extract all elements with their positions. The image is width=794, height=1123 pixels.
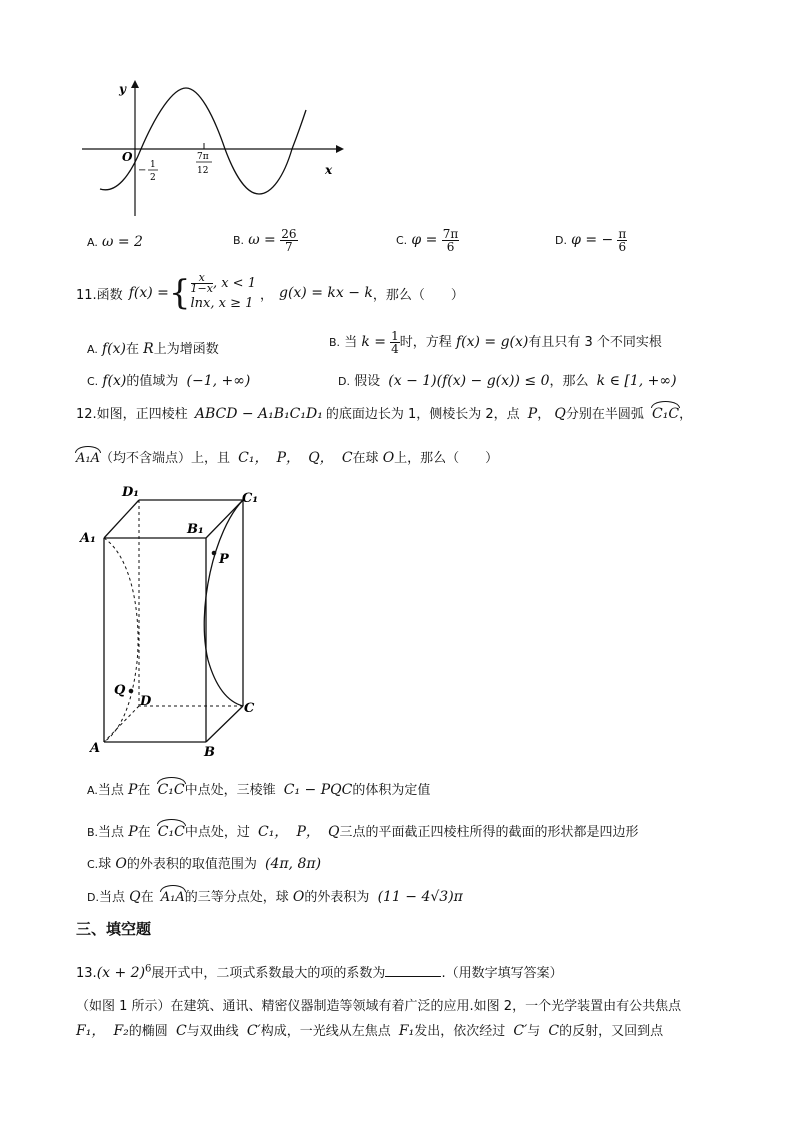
q12-option-c[interactable]: C.球 O的外表积的取值范围为 (4π, 8π) <box>87 856 322 872</box>
piecewise-cases: $\frac{x}{1-x}$ , x < 1 lnx, x ≥ 1 <box>190 270 256 311</box>
edge-d-a-hidden <box>104 706 139 742</box>
answer-blank[interactable] <box>385 966 441 977</box>
sine-curve <box>100 88 306 194</box>
q11-stem: 11.函数 f(x) = { $\frac{x}{1-x}$ , x < 1 lnx, x ≥ 1 ， g(x) = kx − k ，那么（ ） <box>76 270 464 313</box>
tick-den: 12 <box>197 166 209 176</box>
minus-sign: − <box>138 165 147 176</box>
q12-option-a[interactable]: A.当点 P在 C₁C中点处，三棱锥 C₁ − PQC的体积为定值 <box>87 782 431 798</box>
section-heading-fill-in: 三、填空题 <box>76 920 152 938</box>
q14-line2: F₁， F₂的椭圆 C与双曲线 C′构成，一光线从左焦点 F₁发出，依次经过 C′与 C的反射，又回到点 <box>76 1023 664 1039</box>
q10-option-d[interactable]: D. φ = − $\frac{\pi}{6}$ <box>555 227 627 254</box>
q10-option-b[interactable]: B. ω = $\frac{26}{7}$ <box>233 227 297 254</box>
label-b: B <box>204 745 215 760</box>
q12-stem-line2: A₁A（均不含端点）上，且 C₁， P， Q， C在球 O上，那么（ ） <box>76 450 499 466</box>
piecewise-brace: { <box>168 273 191 313</box>
q11-option-c[interactable]: C. f(x)的值域为 (−1, +∞) <box>87 373 251 389</box>
label-p: P <box>219 552 229 567</box>
point-p <box>212 551 217 556</box>
q12-option-b[interactable]: B.当点 P在 C₁C中点处，过 C₁， P， Q三点的平面截正四棱柱所得的截面的形状都是四边形 <box>87 824 639 840</box>
label-q: Q <box>114 683 126 698</box>
label-a: A <box>90 741 101 756</box>
y-axis-arrow <box>131 80 139 88</box>
y-axis-label: y <box>119 82 126 96</box>
x-axis-arrow <box>336 145 344 153</box>
origin-label: O <box>122 150 133 164</box>
q13-stem: $13.(x + 2)^6$展开式中，二项式系数最大的项的系数为 .（用数字填写答案） <box>76 963 563 981</box>
q11-option-d[interactable]: D. 假设 (x − 1)(f(x) − g(x)) ≤ 0，那么 k ∈ [1, +∞) <box>338 373 677 389</box>
arc-a1-a-hidden <box>104 538 138 742</box>
edge-d1-a1 <box>104 500 139 538</box>
prism-figure <box>76 480 276 762</box>
q14-line1: （如图 1 所示）在建筑、通讯、精密仪器制造等领域有着广泛的应用.如图 2，一个光学装置由有公共焦点 <box>76 999 682 1014</box>
q12-stem-line1: 12.如图，正四棱柱 ABCD − A₁B₁C₁D₁ 的底面边长为 1，侧棱长为 2，点 P， Q分别在半圆弧 C₁C， <box>76 406 693 422</box>
q10-option-a[interactable]: A. ω = 2 <box>87 234 143 250</box>
label-c1: C₁ <box>242 491 259 506</box>
point-q <box>129 689 134 694</box>
half-num: 1 <box>150 160 156 170</box>
q11-option-a[interactable]: A. f(x)在 R上为增函数 <box>87 341 219 357</box>
label-c: C <box>244 701 255 716</box>
q12-option-d[interactable]: D.当点 Q在 A₁A的三等分点处，球 O的外表积为 (11 − 4√3)π <box>87 889 463 905</box>
label-d: D <box>140 694 152 709</box>
label-a1: A₁ <box>80 531 96 546</box>
tick-num: 7π <box>197 152 209 162</box>
half-den: 2 <box>150 173 156 183</box>
q11-option-b[interactable]: B. 当 k = $\frac{1}{4}$ 时，方程 f(x) = g(x)有且只有 3 个不同实根 <box>329 329 662 356</box>
arc-c1-c <box>204 500 243 706</box>
label-d1: D₁ <box>122 485 139 500</box>
label-b1: B₁ <box>187 522 204 537</box>
x-axis-label: x <box>325 163 333 177</box>
q10-option-c[interactable]: C. φ = $\frac{7\pi}{6}$ <box>396 227 459 254</box>
edge-b-c <box>206 706 243 742</box>
sine-graph <box>78 76 348 221</box>
